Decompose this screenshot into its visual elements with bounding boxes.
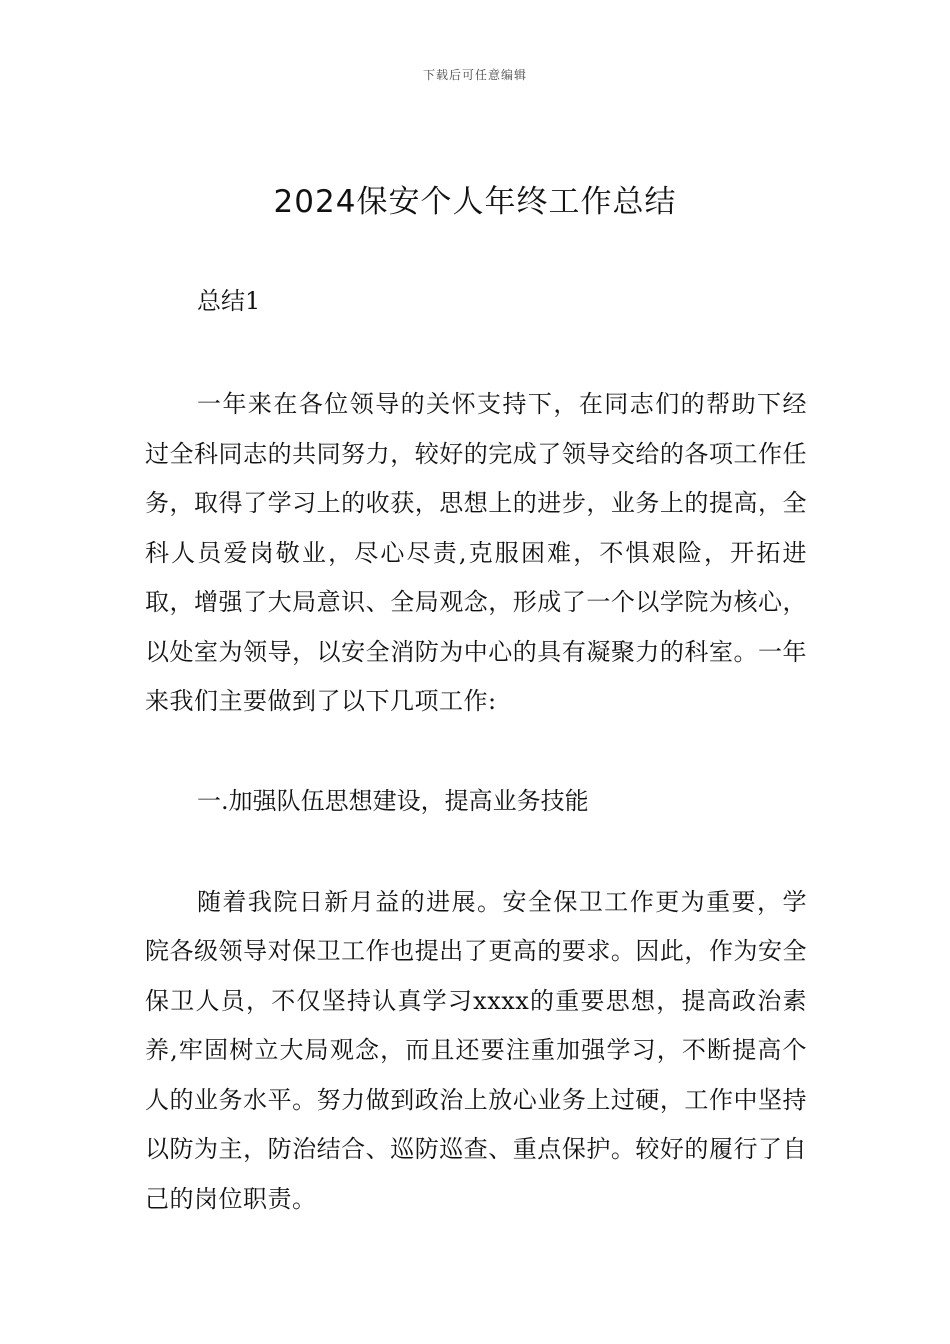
- spacer: [145, 727, 807, 780]
- spacer: [145, 322, 807, 380]
- paragraph-section-1: 随着我院日新月益的进展。安全保卫工作更为重要，学院各级领导对保卫工作也提出了更高的要求。因此，作为安全保卫人员，不仅坚持认真学习xxxx的重要思想，提高政治素养,牢固树立大局观念，而且还要注重加强学习，不断提高个人的业务水平。努力做到政治上放心业务上过硬，工作中坚持以防为主，防治结合、巡防巡查、重点保护。较好的履行了自己的岗位职责。: [145, 887, 807, 1213]
- section-heading: 一.加强队伍思想建设，提高业务技能: [197, 786, 589, 815]
- document-body: [145, 280, 807, 1224]
- section-label: 总结1: [197, 287, 261, 315]
- paragraph-intro: 一年来在各位领导的关怀支持下，在同志们的帮助下经过全科同志的共同努力，较好的完成了领导交给的各项工作任务，取得了学习上的收获，思想上的进步，业务上的提高，全科人员爱岗敬业，尽心尽责,克服困难，不惧艰险，开拓进取，增强了大局意识、全局观念，形成了一个以学院为核心，以处室为领导，以安全消防为中心的具有凝聚力的科室。一年来我们主要做到了以下几项工作:: [145, 390, 807, 715]
- spacer: [145, 822, 807, 878]
- document-title: 2024保安个人年终工作总结: [273, 184, 677, 220]
- header-note: 下载后可任意编辑: [422, 68, 527, 82]
